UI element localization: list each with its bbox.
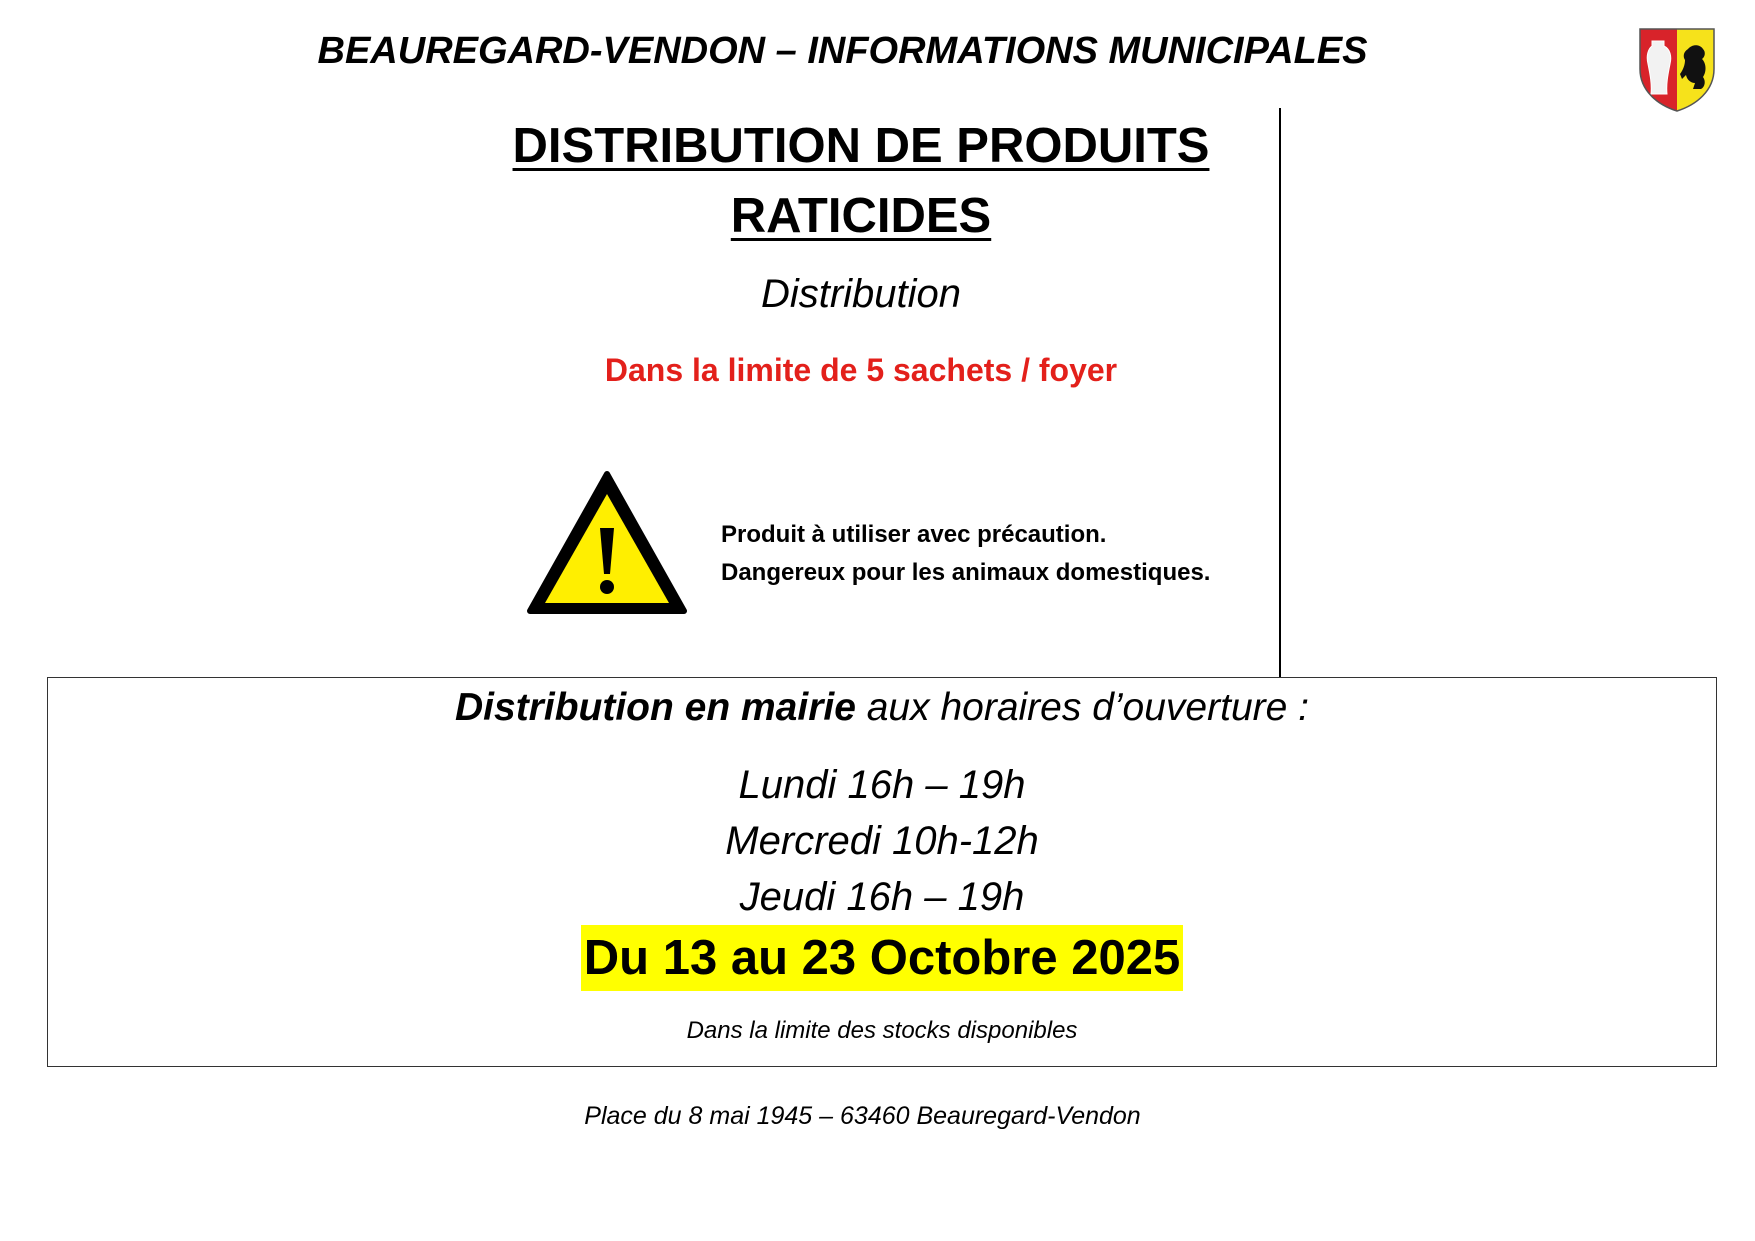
title-line-1: DISTRIBUTION DE PRODUITS bbox=[512, 119, 1210, 173]
stock-note: Dans la limite des stocks disponibles bbox=[686, 1017, 1078, 1044]
distribution-dates: Du 13 au 23 Octobre 2025 bbox=[581, 925, 1183, 991]
warning-line-2: Dangereux pour les animaux domestiques. bbox=[721, 559, 1211, 586]
dates-container bbox=[47, 925, 1717, 991]
title-line-2: RATICIDES bbox=[730, 189, 992, 243]
limit-note: Dans la limite de 5 sachets / foyer bbox=[604, 352, 1118, 388]
hours-monday: Lundi 16h – 19h bbox=[738, 763, 1026, 807]
opening-hours bbox=[47, 757, 1717, 925]
warning-triangle-icon bbox=[526, 470, 688, 616]
schedule-intro-rest: aux horaires d’ouverture : bbox=[855, 686, 1309, 729]
coat-of-arms-icon bbox=[1638, 27, 1716, 113]
address: Place du 8 mai 1945 – 63460 Beauregard-Vendon bbox=[584, 1102, 1141, 1130]
page-header-title: BEAUREGARD-VENDON – INFORMATIONS MUNICIPALES bbox=[317, 30, 1368, 72]
warning-line-1: Produit à utiliser avec précaution. bbox=[721, 521, 1107, 548]
schedule-intro-bold: Distribution en mairie bbox=[455, 686, 856, 729]
warning-text bbox=[721, 516, 1210, 592]
subtitle: Distribution bbox=[760, 272, 962, 316]
hours-thursday: Jeudi 16h – 19h bbox=[739, 875, 1025, 919]
schedule-intro bbox=[47, 686, 1717, 730]
hours-wednesday: Mercredi 10h-12h bbox=[725, 819, 1039, 863]
